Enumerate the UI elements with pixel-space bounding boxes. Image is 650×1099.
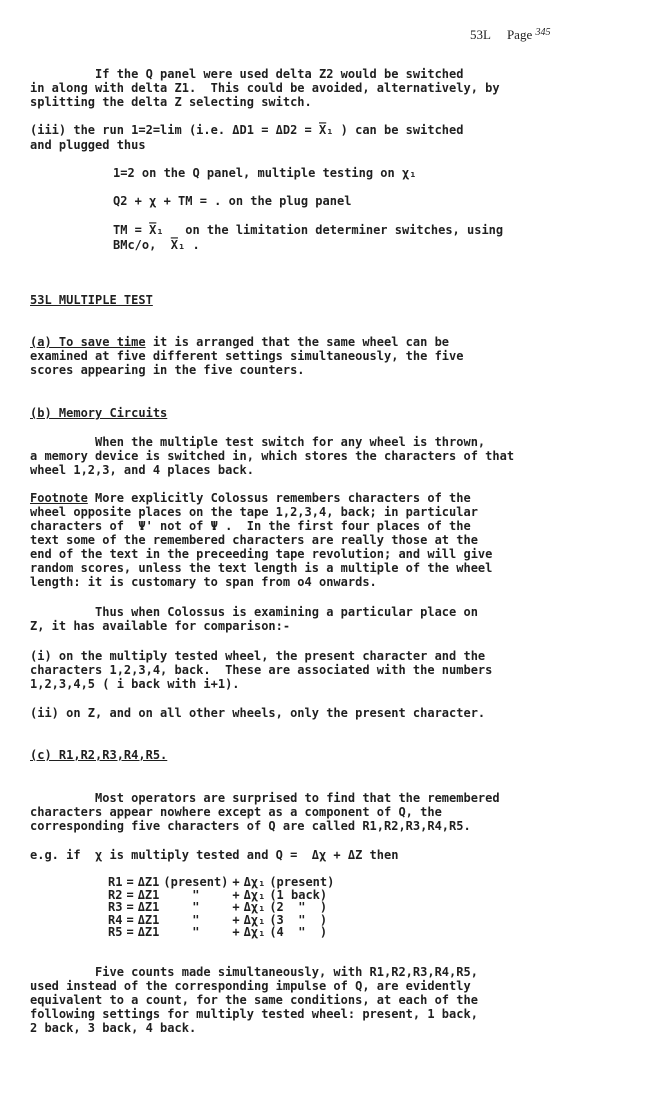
text-line: Thus when Colossus is examining a particular place on	[30, 605, 478, 619]
table-cell: Δχ₁	[243, 875, 266, 889]
text-line: wheel opposite places on the tape 1,2,3,4, back; in particular	[30, 505, 478, 519]
table-cell: Δχ₁	[243, 925, 266, 939]
section-number: 53L	[470, 27, 491, 42]
table-cell: +	[232, 875, 240, 889]
table-cell: ΔZ1	[137, 912, 160, 927]
paragraph-a-label: (a) To save time	[30, 335, 146, 349]
subsection-heading: (b) Memory Circuits	[30, 406, 168, 420]
text-line: used instead of the corresponding impulse of Q, are evidently	[30, 979, 471, 993]
text-line: wheel 1,2,3, and 4 places back.	[30, 463, 254, 477]
text-line: text some of the remembered characters are really those at the	[30, 533, 478, 547]
text-line: Five counts made simultaneously, with R1,R2,R3,R4,R5,	[30, 965, 478, 979]
table-cell: ΔZ1	[137, 900, 160, 914]
text-line: (iii) the run 1=2=lim (i.e. ΔD1 = ΔD2 = X̅₁ ) can be switched	[30, 123, 464, 137]
text-line: equivalent to a count, for the same conditions, at each of the	[30, 993, 478, 1007]
text-line: random scores, unless the text length is a multiple of the wheel	[30, 561, 493, 575]
table-cell: R3	[108, 900, 123, 914]
footnote	[30, 492, 471, 506]
table-cell: +	[232, 925, 240, 939]
table-cell: (3 " )	[269, 912, 328, 927]
text-line: 1,2,3,4,5 ( i back with i+1).	[30, 677, 240, 691]
text-line: Q2 + χ + TM = . on the plug panel	[113, 194, 352, 208]
table-cell: =	[126, 925, 134, 939]
table-cell: (4 " )	[269, 925, 328, 939]
table-cell: +	[232, 900, 240, 914]
text-line: Z, it has available for comparison:-	[30, 619, 291, 633]
subsection-heading: (c) R1,R2,R3,R4,R5.	[30, 748, 168, 762]
text-line: length: it is customary to span from o4 onwards.	[30, 575, 377, 589]
table-cell: R2	[108, 887, 123, 902]
text-line: e.g. if χ is multiply tested and Q = Δχ + ΔZ then	[30, 848, 399, 862]
text-line: corresponding five characters of Q are called R1,R2,R3,R4,R5.	[30, 819, 471, 833]
page-header	[470, 26, 550, 42]
text-line: following settings for multiply tested wheel: present, 1 back,	[30, 1007, 478, 1021]
table-cell: (1 back)	[269, 887, 328, 902]
table-cell: R5	[108, 925, 123, 939]
text-line: characters 1,2,3,4, back. These are associated with the numbers	[30, 663, 493, 677]
text-line: in along with delta Z1. This could be avoided, alternatively, by	[30, 81, 500, 95]
text-line: More explicitly Colossus remembers characters of the	[87, 491, 471, 505]
table-cell: =	[126, 875, 134, 889]
text-line: BMc/o, X̅₁ .	[113, 238, 200, 252]
text-line: characters of Ψ' not of Ψ . In the first four places of the	[30, 519, 471, 533]
text-line: it is arranged that the same wheel can be	[145, 335, 450, 349]
table-cell: +	[232, 912, 240, 927]
text-line: 2 back, 3 back, 4 back.	[30, 1021, 197, 1035]
section-heading: 53L MULTIPLE TEST	[30, 293, 153, 307]
table-row	[108, 901, 338, 914]
table-cell: (present)	[269, 875, 335, 889]
text-line: examined at five different settings simultaneously, the five	[30, 349, 464, 363]
text-line: When the multiple test switch for any wheel is thrown,	[30, 435, 486, 449]
text-line: Most operators are surprised to find that the remembered	[30, 791, 500, 805]
text-line: splitting the delta Z selecting switch.	[30, 95, 312, 109]
table-cell: Δχ₁	[243, 887, 266, 902]
table-cell: "	[192, 912, 200, 927]
table-cell: R1	[108, 875, 123, 889]
text-line: and plugged thus	[30, 138, 146, 152]
table-cell: R4	[108, 912, 123, 927]
table-cell: =	[126, 887, 134, 902]
text-line: a memory device is switched in, which stores the characters of that	[30, 449, 515, 463]
text-line: TM = X̅₁ on the limitation determiner switches, using	[113, 223, 504, 237]
table-cell: "	[192, 925, 200, 939]
table-cell: +	[232, 887, 240, 902]
table-cell: "	[192, 900, 200, 914]
table-cell: ΔZ1	[137, 887, 160, 902]
table-row	[108, 876, 338, 889]
table-cell: ΔZ1	[137, 925, 160, 939]
text-line: 1=2 on the Q panel, multiple testing on χ₁	[113, 166, 417, 180]
table-cell: (present)	[163, 875, 229, 889]
text-line: (ii) on Z, and on all other wheels, only the present character.	[30, 706, 486, 720]
page-number: 345	[535, 27, 551, 38]
page-label: Page	[506, 27, 533, 42]
table-row	[108, 926, 338, 939]
footnote-label: Footnote	[30, 491, 88, 505]
equation-table	[108, 876, 338, 939]
table-cell: =	[126, 900, 134, 914]
table-cell: Δχ₁	[243, 900, 266, 914]
table-cell: (2 " )	[269, 900, 328, 914]
text-line: characters appear nowhere except as a component of Q, the	[30, 805, 442, 819]
table-cell: =	[126, 912, 134, 927]
table-cell: "	[192, 887, 200, 902]
text-line: (i) on the multiply tested wheel, the present character and the	[30, 649, 486, 663]
text-line: scores appearing in the five counters.	[30, 363, 305, 377]
table-cell: Δχ₁	[243, 912, 266, 927]
table-cell: ΔZ1	[137, 875, 160, 889]
text-line: end of the text in the preceeding tape revolution; and will give	[30, 547, 493, 561]
paragraph-a	[30, 336, 449, 350]
text-line: If the Q panel were used delta Z2 would be switched	[30, 67, 464, 81]
